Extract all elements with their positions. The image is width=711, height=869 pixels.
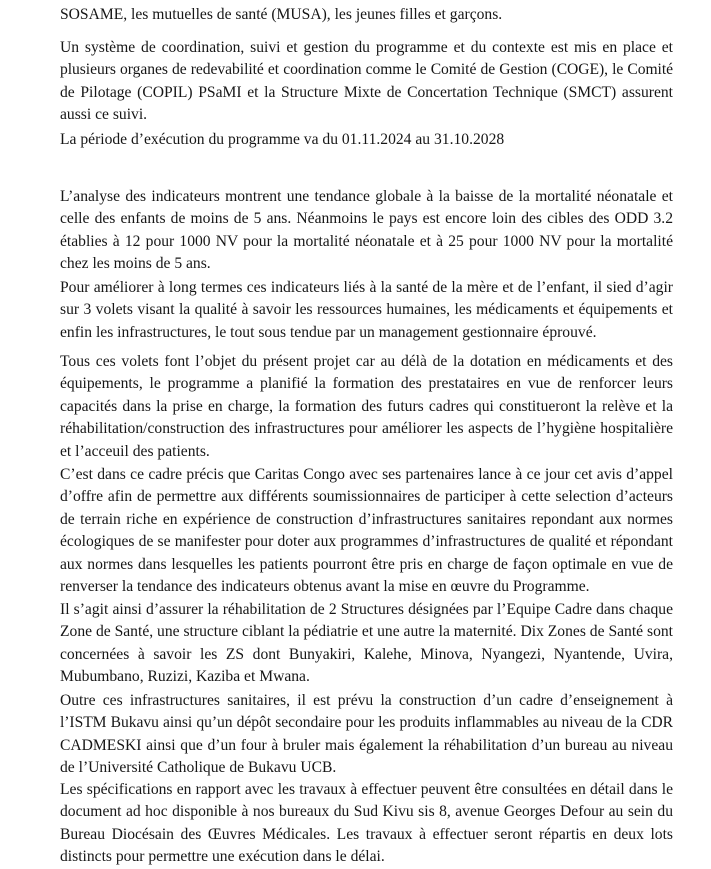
text-line: sur 3 volets visant la qualité à savoir les ressources humaines, les médicaments et équipements et <box>60 301 673 319</box>
paragraph-execution-period <box>60 129 673 151</box>
text-line: écologiques de se manifester pour doter aux programmes d’infrastructures de qualité et répondant <box>60 533 673 551</box>
text-line: Zone de Santé, une structure ciblant la pédiatrie et une autre la maternité. Dix Zones de Santé sont <box>60 623 673 641</box>
paragraph-coordination <box>60 37 673 127</box>
paragraph-project-scope <box>60 351 673 463</box>
paragraph-specifications <box>60 779 673 869</box>
text-line: Outre ces infrastructures sanitaires, il est prévu la construction d’un cadre d’enseignement à <box>60 692 673 709</box>
text-line: enfin les infrastructures, le tout sous tendue par un management gestionnaire éprouvé. <box>60 323 597 341</box>
text-line: plusieurs organes de redevabilité et coordination comme le Comité de Gestion (COGE), le Comité <box>60 61 673 79</box>
text-line: d’offre afin de permettre aux différents soumissionnaires de participer à cette selection d’acteurs <box>60 488 673 506</box>
paragraph-indicator-analysis <box>60 186 673 276</box>
text-line: document ad hoc disponible à nos bureaux du Sud Kivu sis 8, avenue Georges Defour au sein du <box>60 803 673 821</box>
paragraph-call-for-tender <box>60 464 673 598</box>
text-line: aux normes dans lesquelles les patients pourront être pris en charge de façon optimale en vue de <box>60 555 673 573</box>
text-line: de l’Université Catholique de Bukavu UCB. <box>60 759 337 777</box>
text-line: Les spécifications en rapport avec les travaux à effectuer peuvent être consultées en détail dans le <box>60 781 673 798</box>
text-line: établies à 12 pour 1000 NV pour la mortalité néonatale et à 25 pour 1000 NV pour la mortalité <box>60 232 673 250</box>
text-line: celle des enfants de moins de 5 ans. Néanmoins le pays est encore loin des cibles des ODD 3.2 <box>60 210 673 228</box>
text-line: l’ISTM Bukavu ainsi qu’un dépôt secondaire pour les produits inflammables au niveau de la CDR <box>60 714 673 732</box>
text-line: distincts pour permettre une exécution dans le délai. <box>60 848 385 866</box>
text-line: Tous ces volets font l’objet du présent projet car au délà de la dotation en médicaments et des <box>60 353 673 370</box>
paragraph-beneficiaries <box>60 4 673 26</box>
text-line: renverser la tendance des indicateurs obtenus avant la mise en œuvre du Programme. <box>60 578 590 596</box>
text-line: équipements, le programme a planifié la formation des prestataires en vue de renforcer leurs <box>60 375 673 393</box>
text-line: et l’acceuil des patients. <box>60 442 210 460</box>
paragraph-other-infrastructures <box>60 690 673 780</box>
text-line: concernées à savoir les ZS dont Bunyakiri, Kalehe, Minova, Nyangezi, Nyantende, Uvira, <box>60 645 673 663</box>
paragraph-rehabilitation-structures <box>60 599 673 689</box>
text-line: capacités dans la prise en charge, la formation des futurs cadres qui constitueront la relève et la <box>60 397 673 415</box>
text-line: Pour améliorer à long termes ces indicateurs liés à la santé de la mère et de l’enfant, il sied d’agir <box>60 279 673 296</box>
text-line: L’analyse des indicateurs montrent une tendance globale à la baisse de la mortalité néonatale et <box>60 188 673 205</box>
text-line: CADMESKI ainsi que d’un four à bruler mais également la réhabilitation d’un bureau au niveau <box>60 736 673 754</box>
text-line: SOSAME, les mutuelles de santé (MUSA), les jeunes filles et garçons. <box>60 6 503 23</box>
text-line: Bureau Diocésain des Œuvres Médicales. Les travaux à effectuer seront répartis en deux lots <box>60 825 673 843</box>
text-line: aussi ce suivi. <box>60 106 148 124</box>
text-line: Mubumbano, Ruzizi, Kaziba et Mwana. <box>60 668 310 686</box>
text-line: réhabilitation/construction des infrastructures pour améliorer les aspects de l’hygiène hospitalière <box>60 420 673 438</box>
text-line: La période d’exécution du programme va du 01.11.2024 au 31.10.2028 <box>60 131 505 148</box>
text-line: de terrain riche en expérience de construction d’infrastructures sanitaires repondant aux normes <box>60 510 673 528</box>
text-line: chez les moins de 5 ans. <box>60 255 211 273</box>
paragraph-three-pillars <box>60 277 673 344</box>
text-line: Il s’agit ainsi d’assurer la réhabilitation de 2 Structures désignées par l’Equipe Cadre dans chaque <box>60 601 673 618</box>
text-line: Un système de coordination, suivi et gestion du programme et du contexte est mis en place et <box>60 39 673 56</box>
text-line: C’est dans ce cadre précis que Caritas Congo avec ses partenaires lance à ce jour cet avis d’appel <box>60 466 673 483</box>
text-line: de Pilotage (COPIL) PSaMI et la Structure Mixte de Concertation Technique (SMCT) assurent <box>60 83 673 101</box>
